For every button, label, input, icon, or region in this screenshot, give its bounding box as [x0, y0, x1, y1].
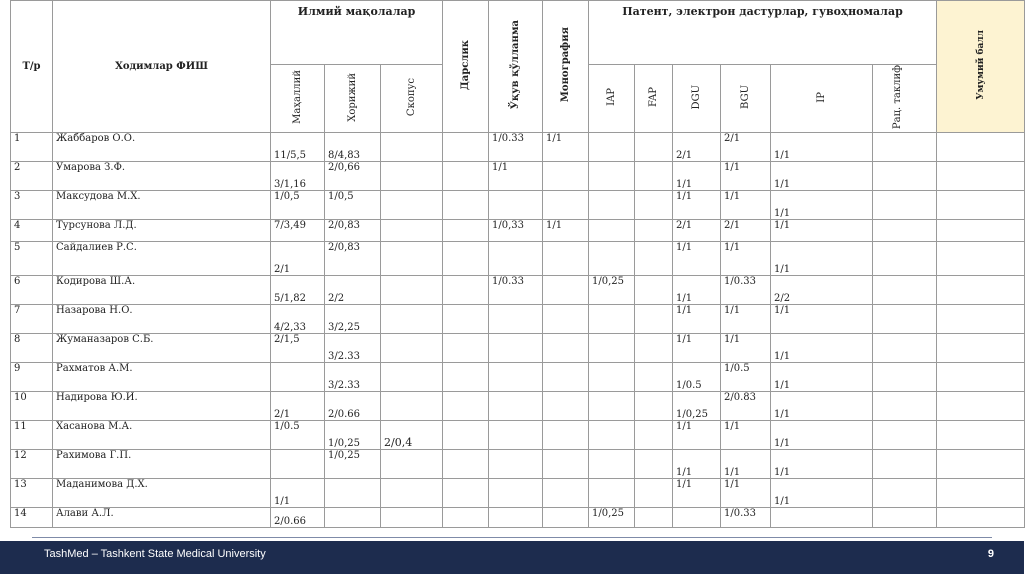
cell-fap: [635, 363, 673, 392]
cell-manual: 1/0,33: [489, 220, 543, 242]
cell-bgu: 2/1: [721, 220, 771, 242]
table-row: [11, 133, 1025, 162]
cell-local: [271, 450, 325, 479]
cell-bgu: 2/0.83: [721, 392, 771, 421]
cell-iap: [589, 220, 635, 242]
cell-manual: [489, 191, 543, 220]
cell-dgu: [673, 508, 721, 528]
cell-foreign: 3/2.33: [325, 363, 381, 392]
monograph-label: Монография: [560, 27, 572, 103]
cell-textbook: [443, 479, 489, 508]
staff-name: Турсунова Л.Д.: [53, 220, 271, 242]
col-total-header: [937, 1, 1025, 133]
cell-textbook: [443, 392, 489, 421]
cell-bgu: 1/1: [721, 421, 771, 450]
row-number: 1: [11, 133, 53, 162]
cell-total: [937, 450, 1025, 479]
rationalization-label: Рац. таклиф: [891, 65, 903, 130]
cell-ip: 1/1: [771, 220, 873, 242]
cell-scopus: [381, 508, 443, 528]
cell-textbook: [443, 363, 489, 392]
cell-total: [937, 479, 1025, 508]
cell-total: [937, 220, 1025, 242]
cell-textbook: [443, 305, 489, 334]
cell-scopus: [381, 392, 443, 421]
ip-label: IP: [816, 91, 828, 103]
cell-fap: [635, 421, 673, 450]
table-row: [11, 392, 1025, 421]
cell-fap: [635, 220, 673, 242]
col-manual-header: [489, 1, 543, 133]
cell-textbook: [443, 276, 489, 305]
articles-group-header: Илмий мақолалар: [271, 1, 443, 65]
cell-rationalization: [873, 191, 937, 220]
cell-iap: 1/0,25: [589, 276, 635, 305]
cell-manual: [489, 450, 543, 479]
table-row: [11, 305, 1025, 334]
cell-local: 4/2,33: [271, 305, 325, 334]
cell-scopus: [381, 191, 443, 220]
cell-dgu: 1/1: [673, 162, 721, 191]
cell-rationalization: [873, 479, 937, 508]
cell-monograph: [543, 305, 589, 334]
cell-rationalization: [873, 421, 937, 450]
cell-local: 2/1: [271, 242, 325, 276]
cell-bgu: 1/1: [721, 450, 771, 479]
cell-rationalization: [873, 242, 937, 276]
cell-monograph: [543, 191, 589, 220]
row-number: 14: [11, 508, 53, 528]
col-foreign-header: [325, 65, 381, 133]
cell-dgu: 1/1: [673, 421, 721, 450]
cell-scopus: [381, 305, 443, 334]
cell-dgu: 1/1: [673, 191, 721, 220]
cell-monograph: [543, 421, 589, 450]
cell-iap: [589, 133, 635, 162]
dgu-label: DGU: [691, 84, 703, 110]
cell-ip: 1/1: [771, 363, 873, 392]
row-number: 6: [11, 276, 53, 305]
cell-local: 11/5,5: [271, 133, 325, 162]
cell-bgu: 1/1: [721, 242, 771, 276]
cell-bgu: 1/0.33: [721, 276, 771, 305]
row-number: 5: [11, 242, 53, 276]
cell-foreign: 3/2,25: [325, 305, 381, 334]
cell-monograph: [543, 334, 589, 363]
cell-rationalization: [873, 508, 937, 528]
cell-dgu: 1/1: [673, 450, 721, 479]
cell-local: 2/0.66: [271, 508, 325, 528]
table-row: [11, 276, 1025, 305]
row-number: 7: [11, 305, 53, 334]
cell-foreign: 2/0,83: [325, 242, 381, 276]
cell-ip: 1/1: [771, 392, 873, 421]
cell-dgu: 1/0,25: [673, 392, 721, 421]
footer-university-name: TashMed – Tashkent State Medical University: [44, 548, 266, 560]
row-number: 10: [11, 392, 53, 421]
cell-local: 1/1: [271, 479, 325, 508]
cell-rationalization: [873, 392, 937, 421]
cell-manual: [489, 508, 543, 528]
cell-rationalization: [873, 162, 937, 191]
cell-local: 2/1: [271, 392, 325, 421]
col-rationalization-header: [873, 65, 937, 133]
cell-manual: 1/0.33: [489, 133, 543, 162]
cell-monograph: [543, 392, 589, 421]
cell-scopus: [381, 334, 443, 363]
cell-rationalization: [873, 363, 937, 392]
cell-manual: [489, 334, 543, 363]
iap-label: IAP: [606, 88, 618, 106]
cell-scopus: [381, 162, 443, 191]
cell-rationalization: [873, 220, 937, 242]
cell-total: [937, 305, 1025, 334]
cell-scopus: [381, 450, 443, 479]
cell-iap: [589, 392, 635, 421]
cell-manual: [489, 305, 543, 334]
cell-textbook: [443, 334, 489, 363]
row-number: 13: [11, 479, 53, 508]
cell-scopus: [381, 242, 443, 276]
cell-bgu: 1/1: [721, 191, 771, 220]
col-num-header: Т/р: [11, 1, 53, 133]
cell-total: [937, 508, 1025, 528]
col-textbook-header: [443, 1, 489, 133]
cell-textbook: [443, 450, 489, 479]
cell-foreign: 8/4,83: [325, 133, 381, 162]
page-number: 9: [987, 548, 994, 560]
cell-dgu: 1/1: [673, 305, 721, 334]
cell-fap: [635, 450, 673, 479]
cell-textbook: [443, 220, 489, 242]
total-label: Умумий балл: [975, 30, 986, 100]
foreign-label: Хорижий: [347, 72, 358, 122]
cell-dgu: 2/1: [673, 133, 721, 162]
staff-name: Кодирова Ш.А.: [53, 276, 271, 305]
col-iap-header: [589, 65, 635, 133]
cell-total: [937, 191, 1025, 220]
staff-name: Алави А.Л.: [53, 508, 271, 528]
cell-fap: [635, 508, 673, 528]
cell-foreign: [325, 479, 381, 508]
cell-fap: [635, 242, 673, 276]
table-row: [11, 421, 1025, 450]
cell-dgu: 1/1: [673, 479, 721, 508]
cell-dgu: 2/1: [673, 220, 721, 242]
cell-total: [937, 242, 1025, 276]
col-fap-header: [635, 65, 673, 133]
cell-monograph: [543, 508, 589, 528]
cell-fap: [635, 191, 673, 220]
cell-ip: 1/1: [771, 305, 873, 334]
table-row: [11, 508, 1025, 528]
bgu-label: BGU: [740, 85, 752, 110]
cell-ip: 1/1: [771, 479, 873, 508]
cell-rationalization: [873, 334, 937, 363]
cell-bgu: 1/1: [721, 162, 771, 191]
cell-rationalization: [873, 276, 937, 305]
cell-foreign: 2/0,83: [325, 220, 381, 242]
fap-label: FAP: [648, 87, 660, 108]
cell-ip: 1/1: [771, 162, 873, 191]
cell-monograph: [543, 162, 589, 191]
cell-foreign: 2/0,66: [325, 162, 381, 191]
cell-total: [937, 133, 1025, 162]
cell-bgu: 1/1: [721, 479, 771, 508]
table-row: [11, 242, 1025, 276]
cell-ip: 1/1: [771, 242, 873, 276]
cell-iap: 1/0,25: [589, 508, 635, 528]
cell-ip: 1/1: [771, 450, 873, 479]
cell-iap: [589, 450, 635, 479]
staff-name: Маданимова Д.Х.: [53, 479, 271, 508]
table-row: [11, 479, 1025, 508]
col-bgu-header: [721, 65, 771, 133]
table-row: [11, 363, 1025, 392]
cell-manual: 1/0.33: [489, 276, 543, 305]
cell-bgu: 1/0.33: [721, 508, 771, 528]
col-dgu-header: [673, 65, 721, 133]
staff-publications-table: [10, 0, 1025, 528]
cell-scopus: 2/0,4: [381, 421, 443, 450]
col-local-header: [271, 65, 325, 133]
cell-iap: [589, 421, 635, 450]
cell-scopus: [381, 133, 443, 162]
staff-name: Рахматов А.М.: [53, 363, 271, 392]
table-row: [11, 334, 1025, 363]
cell-manual: [489, 242, 543, 276]
cell-monograph: [543, 450, 589, 479]
cell-textbook: [443, 191, 489, 220]
cell-fap: [635, 162, 673, 191]
cell-monograph: 1/1: [543, 133, 589, 162]
cell-iap: [589, 162, 635, 191]
patents-group-header: Патент, электрон дастурлар, гувоҳномалар: [589, 1, 937, 65]
cell-local: 3/1,16: [271, 162, 325, 191]
local-label: Маҳаллий: [292, 70, 303, 124]
cell-textbook: [443, 508, 489, 528]
table-row: [11, 450, 1025, 479]
cell-dgu: 1/1: [673, 334, 721, 363]
cell-textbook: [443, 421, 489, 450]
cell-scopus: [381, 363, 443, 392]
textbook-label: Дарслик: [460, 39, 472, 91]
cell-manual: [489, 392, 543, 421]
cell-fap: [635, 276, 673, 305]
row-number: 12: [11, 450, 53, 479]
cell-monograph: [543, 479, 589, 508]
cell-local: 7/3,49: [271, 220, 325, 242]
staff-name: Максудова М.Х.: [53, 191, 271, 220]
row-number: 11: [11, 421, 53, 450]
cell-ip: [771, 508, 873, 528]
cell-foreign: 1/0,5: [325, 191, 381, 220]
cell-bgu: 1/1: [721, 334, 771, 363]
cell-ip: 1/1: [771, 421, 873, 450]
cell-textbook: [443, 242, 489, 276]
cell-total: [937, 421, 1025, 450]
cell-dgu: 1/1: [673, 242, 721, 276]
staff-name: Хасанова М.А.: [53, 421, 271, 450]
row-number: 4: [11, 220, 53, 242]
manual-label: Ўқув қўлланма: [510, 20, 522, 110]
cell-iap: [589, 363, 635, 392]
footer-divider: [32, 537, 992, 538]
cell-foreign: 2/2: [325, 276, 381, 305]
cell-total: [937, 392, 1025, 421]
cell-local: 1/0.5: [271, 421, 325, 450]
cell-foreign: 1/0,25: [325, 450, 381, 479]
table-row: [11, 220, 1025, 242]
cell-local: 1/0,5: [271, 191, 325, 220]
cell-scopus: [381, 276, 443, 305]
row-number: 3: [11, 191, 53, 220]
staff-name: Сайдалиев Р.С.: [53, 242, 271, 276]
col-name-header: Ходимлар ФИШ: [53, 1, 271, 133]
cell-foreign: 2/0.66: [325, 392, 381, 421]
cell-iap: [589, 479, 635, 508]
cell-fap: [635, 334, 673, 363]
cell-fap: [635, 305, 673, 334]
cell-iap: [589, 191, 635, 220]
col-ip-header: [771, 65, 873, 133]
cell-foreign: 3/2.33: [325, 334, 381, 363]
cell-local: [271, 363, 325, 392]
cell-foreign: 1/0,25: [325, 421, 381, 450]
cell-ip: 1/1: [771, 334, 873, 363]
cell-manual: [489, 363, 543, 392]
table-row: [11, 162, 1025, 191]
cell-monograph: [543, 276, 589, 305]
row-number: 9: [11, 363, 53, 392]
cell-manual: [489, 421, 543, 450]
cell-iap: [589, 242, 635, 276]
staff-name: Жуманазаров С.Б.: [53, 334, 271, 363]
cell-monograph: 1/1: [543, 220, 589, 242]
col-scopus-header: [381, 65, 443, 133]
cell-rationalization: [873, 305, 937, 334]
cell-monograph: [543, 363, 589, 392]
cell-bgu: 1/0.5: [721, 363, 771, 392]
cell-bgu: 1/1: [721, 305, 771, 334]
cell-manual: [489, 479, 543, 508]
cell-fap: [635, 392, 673, 421]
col-monograph-header: [543, 1, 589, 133]
cell-bgu: 2/1: [721, 133, 771, 162]
cell-total: [937, 363, 1025, 392]
staff-name: Жаббаров О.О.: [53, 133, 271, 162]
cell-foreign: [325, 508, 381, 528]
cell-iap: [589, 305, 635, 334]
row-number: 8: [11, 334, 53, 363]
cell-fap: [635, 479, 673, 508]
scopus-label: Скопус: [406, 78, 417, 117]
staff-name: Назарова Н.О.: [53, 305, 271, 334]
cell-total: [937, 162, 1025, 191]
table-row: [11, 191, 1025, 220]
cell-manual: 1/1: [489, 162, 543, 191]
cell-scopus: [381, 479, 443, 508]
cell-iap: [589, 334, 635, 363]
cell-total: [937, 276, 1025, 305]
cell-monograph: [543, 242, 589, 276]
cell-textbook: [443, 133, 489, 162]
cell-rationalization: [873, 450, 937, 479]
staff-name: Надирова Ю.И.: [53, 392, 271, 421]
cell-ip: 2/2: [771, 276, 873, 305]
cell-dgu: 1/0.5: [673, 363, 721, 392]
cell-total: [937, 334, 1025, 363]
cell-ip: 1/1: [771, 133, 873, 162]
cell-scopus: [381, 220, 443, 242]
cell-textbook: [443, 162, 489, 191]
cell-rationalization: [873, 133, 937, 162]
cell-local: 2/1,5: [271, 334, 325, 363]
staff-name: Рахимова Г.П.: [53, 450, 271, 479]
row-number: 2: [11, 162, 53, 191]
cell-dgu: 1/1: [673, 276, 721, 305]
cell-local: 5/1,82: [271, 276, 325, 305]
cell-fap: [635, 133, 673, 162]
staff-name: Умарова З.Ф.: [53, 162, 271, 191]
cell-ip: 1/1: [771, 191, 873, 220]
